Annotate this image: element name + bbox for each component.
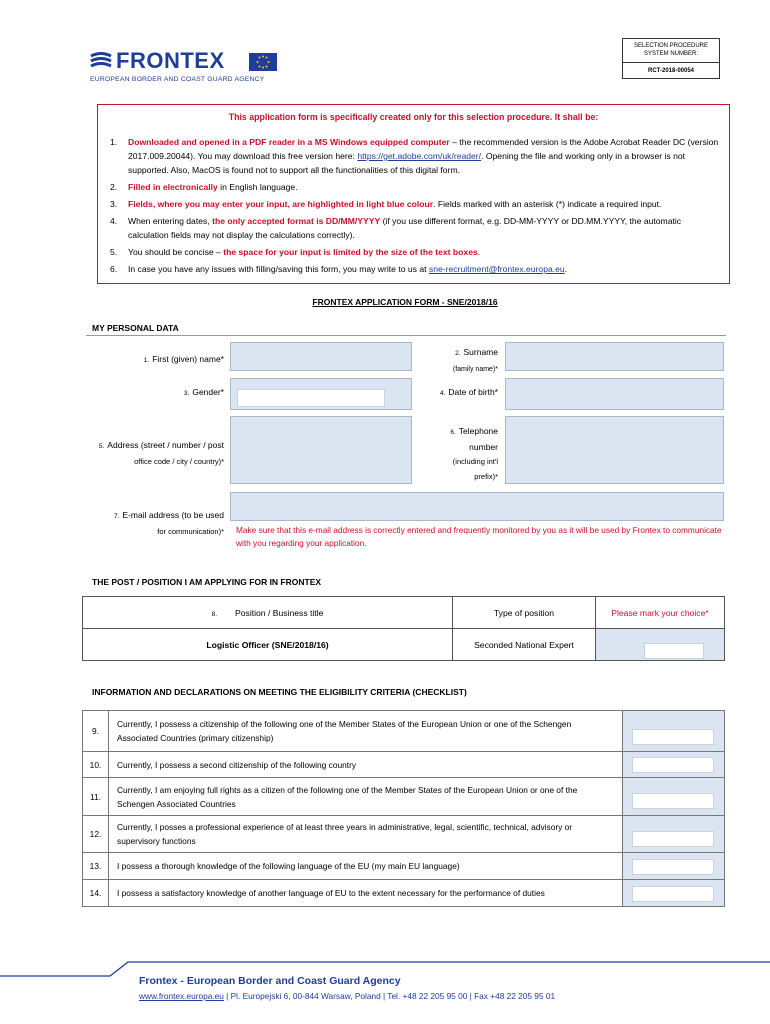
- dob-label: 4. Date of birth*: [439, 387, 498, 397]
- gender-select[interactable]: [237, 389, 385, 407]
- checklist-answer-input[interactable]: [632, 831, 714, 847]
- notice-item-number: 5.: [110, 247, 118, 257]
- address-label: 5. Address (street / number / post office code / city / country)*: [98, 440, 224, 466]
- checklist-row: [83, 711, 725, 752]
- notice-item-text: . Fields marked with an asterisk (*) indicate a required input.: [433, 199, 662, 209]
- footer-contact: [139, 991, 555, 1001]
- notice-item-number: 4.: [110, 216, 118, 226]
- checklist-row: [83, 752, 725, 778]
- checklist-answer-cell: [623, 711, 725, 752]
- post-choice-checkbox[interactable]: [644, 643, 704, 659]
- notice-item-text: .: [477, 247, 481, 257]
- post-position-value: Logistic Officer (SNE/2018/16): [83, 629, 453, 661]
- eu-flag-icon: [249, 53, 277, 71]
- checklist-answer-input[interactable]: [632, 729, 714, 745]
- notice-item-bold: Downloaded and opened in a PDF reader in a MS Windows equipped computer: [128, 137, 450, 147]
- notice-box: [97, 104, 730, 284]
- gender-field: [230, 378, 412, 410]
- surname-label: 2. Surname (family name)*: [452, 347, 498, 373]
- first-name-label: 1. First (given) name*: [143, 354, 224, 364]
- notice-item-text: in English language.: [217, 182, 298, 192]
- notice-item: [108, 245, 719, 259]
- checklist-text: I possess a thorough knowledge of the following language of the EU (my main EU language): [109, 853, 623, 880]
- notice-item-text: (if you use different format, e.g. DD-MM-YYYY or DD.MM.YYYY, the automatic calculation fields may not display the calculations correctly).: [128, 216, 682, 240]
- checklist-text: Currently, I posses a professional experience of at least three years in administrative, legal, scientific, technical, advisory or supervisory functions: [109, 816, 623, 853]
- post-section-title: THE POST / POSITION I AM APPLYING FOR IN FRONTEX: [92, 577, 322, 587]
- checklist-answer-cell: [623, 853, 725, 880]
- adobe-download-link[interactable]: https://get.adobe.com/uk/reader/: [357, 151, 482, 161]
- address-input[interactable]: [230, 416, 412, 484]
- notice-item-text: – the recommended version is the Adobe Acrobat Reader DC (version 2017.009.20044). You may download this free version here:: [128, 137, 719, 161]
- notice-item-text: In case you have any issues with filling/saving this form, you may write to us at: [128, 264, 429, 274]
- gender-label: 3. Gender*: [183, 387, 224, 397]
- checklist-answer-cell: [623, 880, 725, 907]
- phone-input[interactable]: [505, 416, 724, 484]
- checklist-number: 14.: [83, 880, 109, 907]
- system-number-label: SELECTION PROCEDURE SYSTEM NUMBER:: [623, 39, 719, 63]
- notice-item-text: When entering dates,: [128, 216, 213, 226]
- system-number-value: RCT-2018-00054: [647, 68, 695, 74]
- checklist-text: I possess a satisfactory knowledge of another language of EU to the extent necessary for the performance of duties: [109, 880, 623, 907]
- checklist-answer-cell: [623, 752, 725, 778]
- email-note: Make sure that this e-mail address is correctly entered and frequently monitored by you as it will be used by Frontex to communicate with you regarding your application.: [236, 525, 722, 548]
- checklist-answer-input[interactable]: [632, 859, 714, 875]
- first-name-input[interactable]: [230, 342, 412, 371]
- frontex-logo: [90, 50, 290, 86]
- notice-item-text: You should be concise –: [128, 247, 224, 257]
- phone-label: 6. Telephone number (including int'l prefix)*: [450, 426, 498, 481]
- agency-subtitle: EUROPEAN BORDER AND COAST GUARD AGENCY: [90, 76, 265, 83]
- post-header-row: [83, 597, 725, 629]
- notice-item: [108, 262, 719, 276]
- checklist-number: 12.: [83, 816, 109, 853]
- notice-item-number: 3.: [110, 199, 118, 209]
- post-number: 8.: [211, 610, 218, 618]
- logo-text: FRONTEX: [116, 48, 225, 73]
- post-col-type: Type of position: [453, 597, 596, 629]
- checklist-number: 9.: [83, 711, 109, 752]
- checklist-answer-input[interactable]: [632, 886, 714, 902]
- section-divider: [86, 335, 726, 336]
- notice-item: [108, 197, 719, 211]
- surname-input[interactable]: [505, 342, 724, 371]
- footer-website-link[interactable]: www.frontex.europa.eu: [139, 991, 224, 1001]
- checklist-answer-cell: [623, 778, 725, 816]
- checklist-answer-input[interactable]: [632, 793, 714, 809]
- checklist-answer-input[interactable]: [632, 757, 714, 773]
- checklist-number: 13.: [83, 853, 109, 880]
- notice-item-text: . Opening the file and working only in a browser is not supported. Also, MacOS is found not to support all the functionalities of this digital form.: [128, 151, 686, 175]
- checklist-row: [83, 853, 725, 880]
- notice-item-bold: Fields, where you may enter your input, are highlighted in light blue colour: [128, 199, 434, 209]
- email-input[interactable]: [230, 492, 724, 521]
- checklist-row: [83, 778, 725, 816]
- notice-item: [108, 135, 719, 177]
- notice-item-bold: Filled in electronically: [128, 182, 218, 192]
- personal-data-title: MY PERSONAL DATA: [92, 323, 179, 333]
- checklist-number: 11.: [83, 778, 109, 816]
- notice-item-bold: the space for your input is limited by the size of the text boxes: [223, 247, 478, 257]
- footer-agency: Frontex - European Border and Coast Guard Agency: [139, 975, 401, 987]
- notice-item: [108, 180, 719, 194]
- post-row: [83, 629, 725, 661]
- notice-item-text: .: [564, 264, 568, 274]
- dob-input[interactable]: [505, 378, 724, 410]
- notice-item-number: 1.: [110, 137, 118, 147]
- notice-title: This application form is specifically created only for this selection procedure. It shall be:: [228, 112, 599, 122]
- system-number-box: [622, 38, 720, 79]
- frontex-emblem-icon: [90, 52, 112, 70]
- post-choice-cell: [596, 629, 725, 661]
- post-col-position: [83, 597, 453, 629]
- notice-item: [108, 214, 719, 242]
- notice-item-number: 6.: [110, 264, 118, 274]
- post-table: [82, 596, 725, 661]
- notice-item-bold: the only accepted format is DD/MM/YYYY: [212, 216, 381, 226]
- form-title: FRONTEX APPLICATION FORM - SNE/2018/16: [312, 297, 498, 307]
- checklist-row: [83, 880, 725, 907]
- checklist-row: [83, 816, 725, 853]
- checklist-table: [82, 710, 725, 907]
- post-col-choice: Please mark your choice*: [596, 597, 725, 629]
- post-col-position-label: Position / Business title: [235, 607, 324, 618]
- checklist-answer-cell: [623, 816, 725, 853]
- footer-address: | Pl. Europejski 6, 00-844 Warsaw, Poland | Tel. +48 22 205 95 00 | Fax +48 22 205 95 01: [223, 991, 556, 1001]
- checklist-number: 10.: [83, 752, 109, 778]
- notice-item-number: 2.: [110, 182, 118, 192]
- checklist-text: Currently, I possess a citizenship of the following one of the Member States of the European Union or one of the Schengen Associated Countries (primary citizenship): [109, 711, 623, 752]
- email-label: 7. E-mail address (to be used for communication)*: [114, 510, 224, 536]
- checklist-section-title: INFORMATION AND DECLARATIONS ON MEETING THE ELIGIBILITY CRITERIA (CHECKLIST): [92, 687, 467, 697]
- checklist-text: Currently, I possess a second citizenship of the following country: [109, 752, 623, 778]
- contact-email-link[interactable]: sne-recruitment@frontex.europa.eu: [428, 264, 565, 274]
- checklist-text: Currently, I am enjoying full rights as a citizen of the following one of the Member States of the European Union or one of the Schengen Associated Countries: [109, 778, 623, 816]
- post-type-value: Seconded National Expert: [453, 629, 596, 661]
